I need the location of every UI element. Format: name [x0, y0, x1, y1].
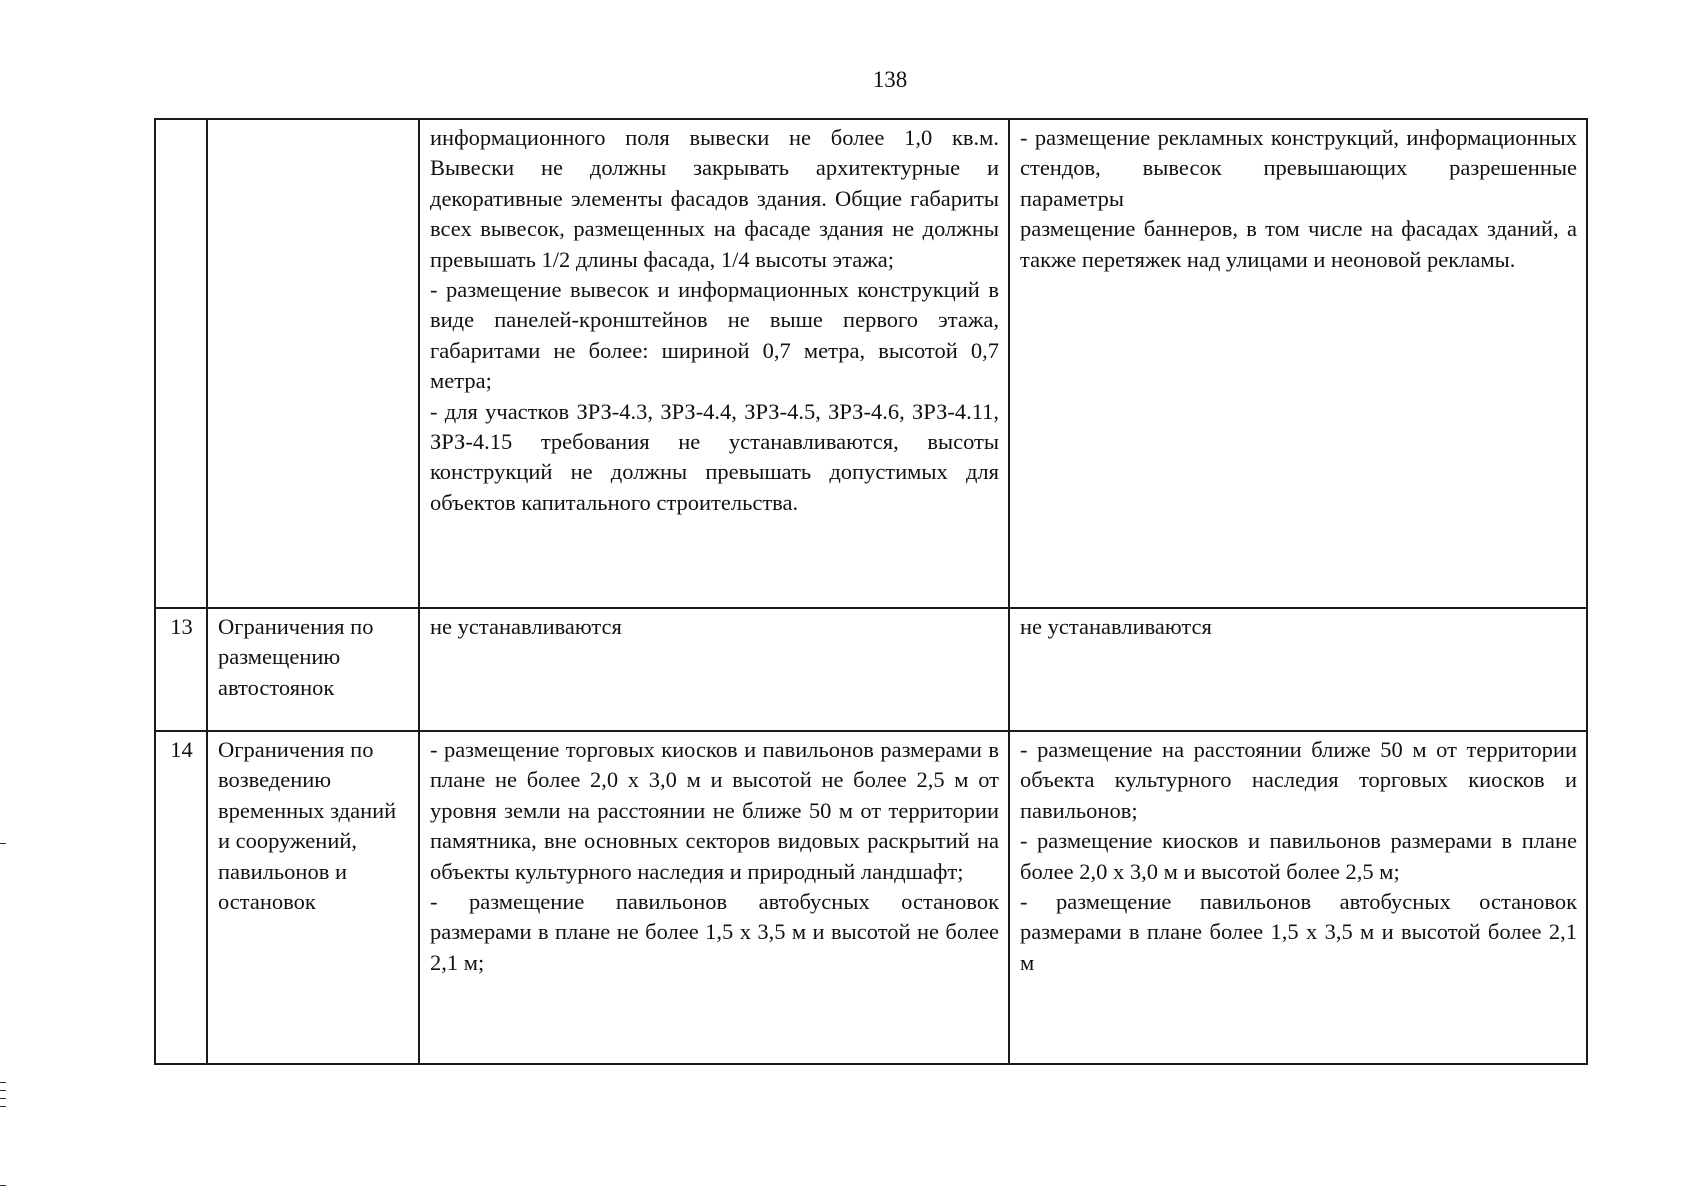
row-name-cell: Ограничения по возведению временных зданий и сооружений, павильонов и остановок: [207, 731, 419, 1064]
scan-margin-mark: [0, 1082, 6, 1083]
regulations-table: [154, 118, 1588, 1065]
requirements-cell: [419, 731, 1009, 1064]
prohibitions-paragraph: - размещение рекламных конструкций, информационных стендов, вывесок превышающих разрешенные параметры: [1020, 125, 1577, 211]
row-number-cell: 13: [155, 608, 207, 731]
table-row: [155, 119, 1587, 608]
requirements-paragraph: информационного поля вывески не более 1,0 кв.м. Вывески не должны закрывать архитектурные и декоративные элементы фасадов здания. Общие габариты всех вывесок, размещенных на фасаде здания не должны превышать 1/2 длины фасада, 1/4 высоты этажа;: [430, 125, 999, 272]
prohibitions-paragraph: не устанавливаются: [1020, 614, 1212, 639]
requirements-cell: [419, 119, 1009, 608]
row-name-cell: Ограничения по размещению автостоянок: [207, 608, 419, 731]
requirements-paragraph: - размещение торговых киосков и павильонов размерами в плане не более 2,0 х 3,0 м и высотой не более 2,5 м от уровня земли на расстоянии не ближе 50 м от территории памятника, вне основных секторов видовых раскрытий на объекты культурного наследия и природный ландшафт;: [430, 737, 999, 884]
scan-margin-mark: [0, 1106, 6, 1107]
row-name-cell: [207, 119, 419, 608]
prohibitions-paragraph: - размещение киосков и павильонов размерами в плане более 2,0 х 3,0 м и высотой более 2,5 м;: [1020, 828, 1577, 884]
table-row: [155, 608, 1587, 731]
row-number-cell: 14: [155, 731, 207, 1064]
prohibitions-paragraph: - размещение павильонов автобусных остановок размерами в плане более 1,5 х 3,5 м и высотой более 2,1 м: [1020, 889, 1577, 975]
requirements-paragraph: - для участков ЗРЗ-4.3, ЗРЗ-4.4, ЗРЗ-4.5, ЗРЗ-4.6, ЗРЗ-4.11, ЗРЗ-4.15 требования не устанавливаются, высоты конструкций не должны превышать допустимых для объектов капитального строительства.: [430, 398, 999, 515]
scan-margin-mark: [0, 1098, 6, 1099]
prohibitions-cell: [1009, 608, 1587, 731]
scan-margin-mark: [0, 1090, 6, 1091]
prohibitions-cell: [1009, 119, 1587, 608]
scan-margin-mark: [0, 1185, 6, 1186]
scan-margin-mark: [0, 843, 6, 844]
row-number-cell: [155, 119, 207, 608]
page-number: 138: [872, 67, 908, 92]
prohibitions-paragraph: - размещение на расстоянии ближе 50 м от территории объекта культурного наследия торговых киосков и павильонов;: [1020, 737, 1577, 823]
prohibitions-cell: [1009, 731, 1587, 1064]
requirements-paragraph: - размещение вывесок и информационных конструкций в виде панелей-кронштейнов не выше первого этажа, габаритами не более: шириной 0,7 метра, высотой 0,7 метра;: [430, 277, 999, 394]
table-row: [155, 731, 1587, 1064]
requirements-paragraph: - размещение павильонов автобусных остановок размерами в плане не более 1,5 х 3,5 м и высотой не более 2,1 м;: [430, 889, 999, 975]
prohibitions-paragraph: размещение баннеров, в том числе на фасадах зданий, а также перетяжек над улицами и неоновой рекламы.: [1020, 216, 1577, 272]
requirements-cell: [419, 608, 1009, 731]
requirements-paragraph: не устанавливаются: [430, 614, 622, 639]
